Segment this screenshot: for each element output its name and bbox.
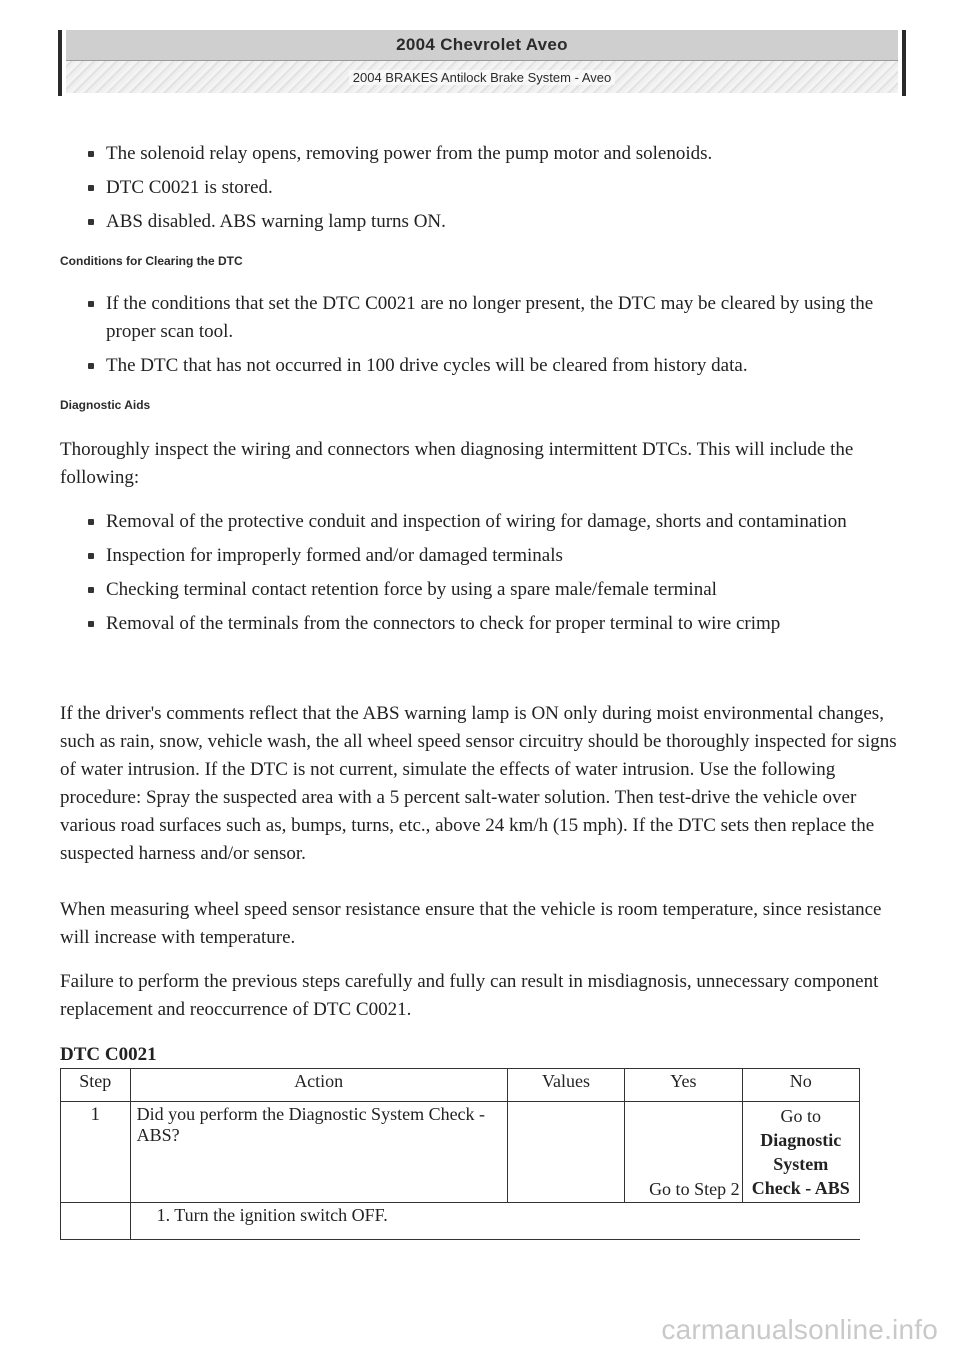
action-bullet-list bbox=[88, 140, 888, 242]
list-item: ABS disabled. ABS warning lamp turns ON. bbox=[88, 208, 888, 236]
action-cell: 1. Turn the ignition switch OFF. bbox=[130, 1203, 859, 1240]
water-intrusion-paragraph: If the driver's comments reflect that the ABS warning lamp is ON only during moist environmental changes, such as rain, snow, vehicle wash, the all wheel speed sensor circuitry should be thoroughly inspected for signs of water intrusion. If the DTC is not current, simulate the effects of water intrusion. Use the following procedure: Spray the suspected area with a 5 percent salt-water solution. Then test-drive the vehicle over various road surfaces such as, bumps, turns, etc., above 24 km/h (15 mph). If the DTC sets then replace the suspected harness and/or sensor. bbox=[60, 703, 897, 864]
values-cell bbox=[507, 1102, 624, 1203]
subtitle-strip bbox=[66, 61, 898, 93]
bullet-icon bbox=[88, 621, 94, 627]
list-item: Inspection for improperly formed and/or damaged terminals bbox=[88, 542, 888, 570]
failure-paragraph: Failure to perform the previous steps carefully and fully can result in misdiagnosis, unnecessary component replacement and reoccurrence of DTC C0021. bbox=[60, 971, 879, 1020]
document-title: 2004 Chevrolet Aveo bbox=[396, 35, 568, 54]
action-cell: Did you perform the Diagnostic System Check - ABS? bbox=[130, 1102, 507, 1203]
bullet-icon bbox=[88, 219, 94, 225]
header-yes: Yes bbox=[625, 1069, 742, 1102]
title-strip bbox=[66, 30, 898, 61]
bullet-icon bbox=[88, 151, 94, 157]
diagnostic-aids-heading: Diagnostic Aids bbox=[60, 398, 151, 412]
no-cell: Go to Diagnostic System Check - ABS bbox=[742, 1102, 859, 1203]
step-cell: 1 bbox=[61, 1102, 131, 1203]
list-item: The solenoid relay opens, removing power from the pump motor and solenoids. bbox=[88, 140, 888, 168]
document-subtitle: 2004 BRAKES Antilock Brake System - Aveo bbox=[349, 70, 615, 85]
step-cell bbox=[61, 1203, 131, 1240]
list-item: Removal of the protective conduit and inspection of wiring for damage, shorts and contamination bbox=[88, 508, 888, 536]
clearing-heading: Conditions for Clearing the DTC bbox=[60, 254, 243, 268]
list-item: Removal of the terminals from the connectors to check for proper terminal to wire crimp bbox=[88, 610, 888, 638]
list-item: DTC C0021 is stored. bbox=[88, 174, 888, 202]
bullet-icon bbox=[88, 301, 94, 307]
bullet-icon bbox=[88, 185, 94, 191]
resistance-paragraph: When measuring wheel speed sensor resistance ensure that the vehicle is room temperature, since resistance will increase with temperature. bbox=[60, 899, 882, 948]
banner-right-rule bbox=[902, 30, 906, 96]
bullet-icon bbox=[88, 363, 94, 369]
header-values: Values bbox=[507, 1069, 624, 1102]
bullet-icon bbox=[88, 519, 94, 525]
table-row bbox=[61, 1102, 860, 1203]
yes-cell bbox=[625, 1102, 742, 1203]
yes-goto-link[interactable]: Go to Step 2 bbox=[649, 1179, 740, 1199]
table-row bbox=[61, 1203, 860, 1240]
list-item: The DTC that has not occurred in 100 drive cycles will be cleared from history data. bbox=[88, 352, 888, 380]
inspection-list bbox=[88, 508, 888, 644]
aids-intro-paragraph: Thoroughly inspect the wiring and connectors when diagnosing intermittent DTCs. This will include the following: bbox=[60, 439, 854, 488]
bullet-icon bbox=[88, 553, 94, 559]
no-goto-link[interactable]: Diagnostic bbox=[760, 1130, 842, 1150]
header-step: Step bbox=[61, 1069, 131, 1102]
banner-left-rule bbox=[58, 30, 62, 96]
table-caption: DTC C0021 bbox=[60, 1044, 157, 1065]
table-header-row bbox=[61, 1069, 860, 1102]
header-banner bbox=[58, 30, 906, 96]
dtc-table bbox=[60, 1068, 860, 1240]
bullet-icon bbox=[88, 587, 94, 593]
list-item: Checking terminal contact retention force by using a spare male/female terminal bbox=[88, 576, 888, 604]
list-item: If the conditions that set the DTC C0021 are no longer present, the DTC may be cleared by using the proper scan tool. bbox=[88, 290, 888, 346]
clearing-list bbox=[88, 290, 888, 386]
header-action: Action bbox=[130, 1069, 507, 1102]
site-watermark: carmanualsonline.info bbox=[661, 1314, 938, 1345]
header-no: No bbox=[742, 1069, 859, 1102]
